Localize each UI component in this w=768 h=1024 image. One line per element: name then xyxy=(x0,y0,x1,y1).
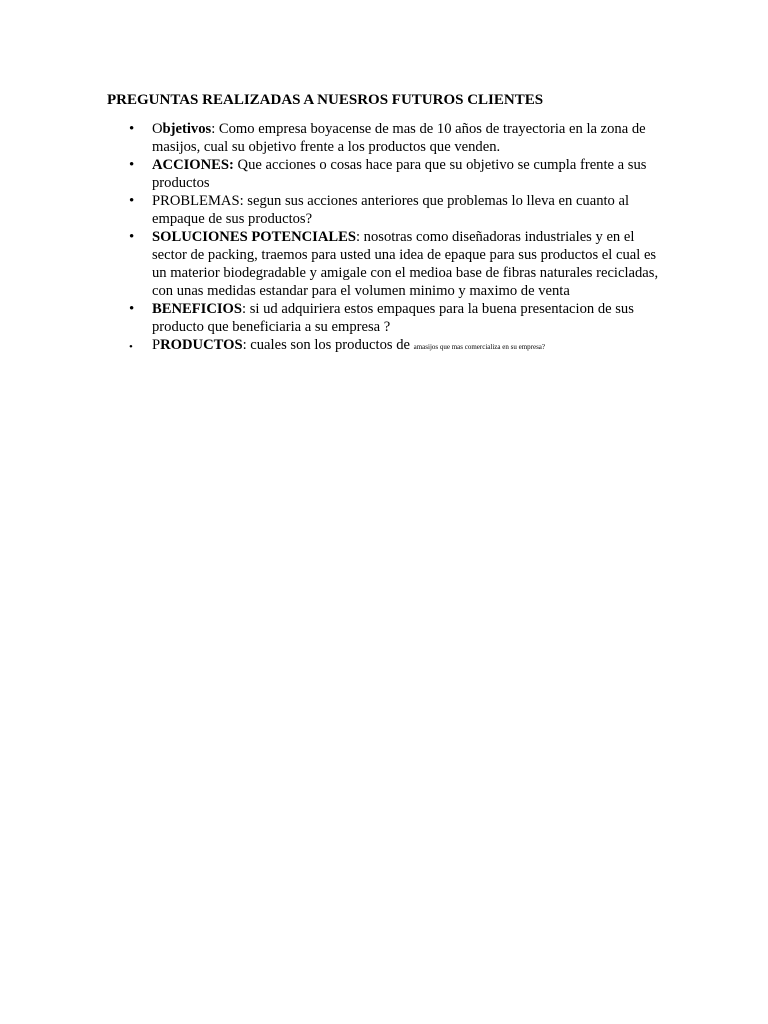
item-text-small: amasijos que mas comercializa en su empresa? xyxy=(413,343,546,351)
list-item-acciones xyxy=(107,156,667,192)
item-text: Que acciones o cosas hace para que su objetivo se cumpla frente a sus productos xyxy=(152,157,647,191)
item-text: : Como empresa boyacense de mas de 10 años de trayectoria en la zona de masijos, cual su objetivo frente a los productos que venden. xyxy=(152,121,646,155)
list-item-problemas xyxy=(107,192,667,228)
list-item-beneficios xyxy=(107,300,667,336)
item-lead-prefix: O xyxy=(152,121,163,137)
list-item-productos xyxy=(107,336,667,356)
item-lead: RODUCTOS xyxy=(160,337,243,353)
bullet-icon: • xyxy=(129,157,135,173)
bullet-icon: • xyxy=(129,301,135,317)
list-item-objetivos xyxy=(107,120,667,156)
item-lead: bjetivos xyxy=(162,121,212,137)
item-lead: BENEFICIOS xyxy=(152,301,243,317)
bullet-icon: • xyxy=(129,121,135,137)
bullet-icon: • xyxy=(129,341,133,353)
item-lead: ACCIONES: xyxy=(152,157,234,173)
item-text: : nosotras como diseñadoras industriales y en el sector de packing, traemos para usted una idea de epaque para sus productos el cual es un materior biodegradable y amigale con el medioa base de fibras naturales recicladas, con unas medidas estandar para el volumen minimo y maximo de venta xyxy=(152,229,659,299)
bullet-icon: • xyxy=(129,193,135,209)
bullet-icon: • xyxy=(129,229,135,245)
list-item-soluciones xyxy=(107,228,667,300)
item-lead: SOLUCIONES POTENCIALES xyxy=(152,229,356,245)
item-text: PROBLEMAS: segun sus acciones anteriores que problemas lo lleva en cuanto al empaque de sus productos? xyxy=(152,193,630,227)
document-title: PREGUNTAS REALIZADAS A NUESROS FUTUROS CLIENTES xyxy=(107,92,544,108)
item-text: : cuales son los productos de xyxy=(242,337,414,353)
item-lead-prefix: P xyxy=(152,337,161,353)
item-text: : si ud adquiriera estos empaques para la buena presentacion de sus producto que beneficiaria a su empresa ? xyxy=(152,301,634,335)
question-list xyxy=(107,120,667,356)
